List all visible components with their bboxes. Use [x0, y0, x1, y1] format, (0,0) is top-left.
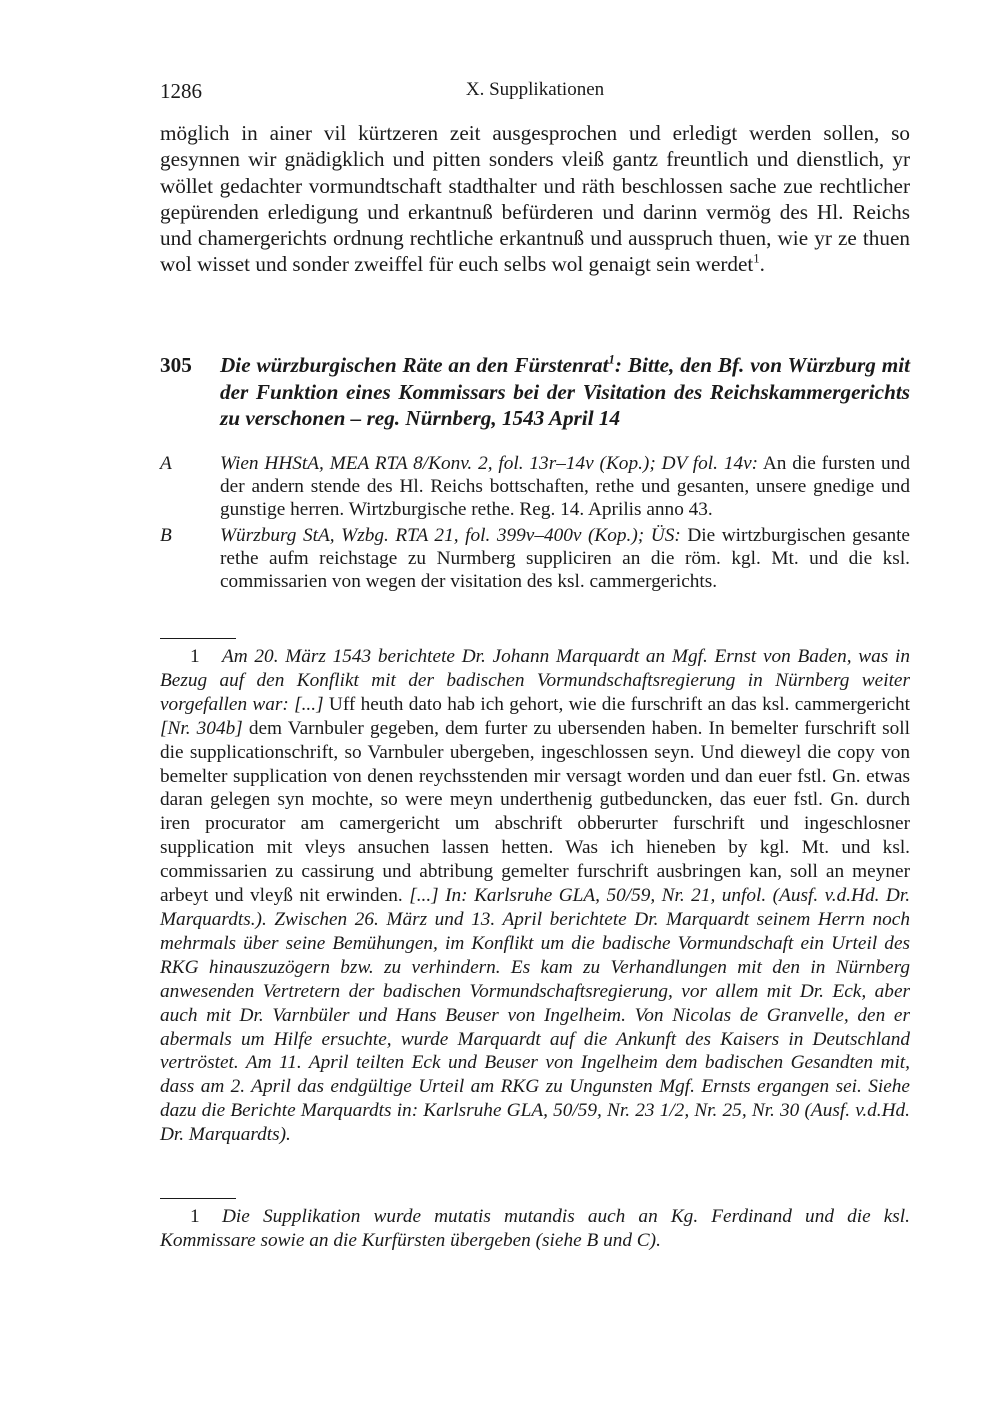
footnote-divider [160, 638, 236, 639]
source-citation: Würzburg StA, Wzbg. RTA 21, fol. 399v–400v (Kop.); ÜS: [220, 524, 681, 546]
source-description: Die wirtzburgischen gesante rethe aufm reichstage zu Nurmberg suppliciren an die röm. kgl. Mt. und die ksl. commissarien von wegen der visitation des ksl. cammergerichts. [220, 524, 910, 593]
document-title [220, 352, 910, 432]
footnote-segment: [...] In: Karlsruhe GLA, 50/59, Nr. 21, unfol. (Ausf. v.d.Hd. Dr. Marquardts.). Zwischen 26. März und 13. April berichtete Dr. Marquardt seinem Herrn noch mehrmals über seine Bemühungen, im Konflikt um die badische Vormundschaft ein Urteil des RKG hinauszuzögern bzw. zu verhindern. Es kam zu Verhandlungen mit den in Nürnberg anwesenden Vertretern der badischen Vormundschaftsregierung, vor allem mit Dr. Eck, aber auch mit Dr. Varnbüler und Hans Beuser von Ingelheim. Von Nicolas de Granvelle, den er abermals um Hilfe ersuchte, wurde Marquardt auf die Ankunft des Kaisers in Deutschland vertröstet. Am 11. April teilten Eck und Beuser von Ingelheim dem badischen Gesandten mit, dass am 2. April das endgültige Urteil am RKG zu Ungunsten Mgf. Ernsts ergangen sei. Siehe dazu die Berichte Marquardts in: Karlsruhe GLA, 50/59, Nr. 23 1/2, Nr. 25, Nr. 30 (Ausf. v.d.Hd. Dr. Marquardts). [160, 885, 911, 1146]
footnote-segment: Uff heuth dato hab ich gehort, wie die furschrift an das ksl. cammergericht [328, 693, 910, 715]
footnote-divider [160, 1198, 236, 1199]
source-description: An die fursten und der andern stende des Hl. Reichs bottschaften, rethe und gesanten, unsere gnedige und gunstige herren. Wirtzburgische rethe. Reg. 14. Aprilis anno 43. [220, 453, 910, 521]
running-head: X. Supplikationen [465, 79, 605, 100]
footnote-segment: [Nr. 304b] [160, 717, 249, 739]
body-paragraph-end: . [759, 252, 765, 277]
footnote-number: 1 [190, 646, 200, 667]
footnote-upper [160, 645, 910, 1147]
footnote-segment: Am 20. März 1543 berichtete Dr. Johann Marquardt an Mgf. Ernst von Baden, was in Bezug auf den Konflikt mit der badischen Vormundschaftsregierung in Nürnberg weiter vorgefallen war: [...] [160, 646, 910, 715]
source-label: A [160, 453, 172, 474]
source-entry-b [160, 524, 910, 594]
source-entry-a [160, 452, 910, 522]
footnote-lower [160, 1205, 910, 1253]
source-text [220, 524, 910, 594]
body-paragraph [160, 120, 910, 278]
source-citation: Wien HHStA, MEA RTA 8/Konv. 2, fol. 13r–14v (Kop.); DV fol. 14v: [220, 453, 759, 474]
document-title-part2: : Bitte, den Bf. von Würzburg mit der Funktion eines Kommissars bei der Visitation des Reichskammergerichts zu verschonen – reg. Nürnberg, 1543 April 14 [220, 353, 910, 430]
source-label: B [160, 524, 172, 546]
source-list [160, 452, 910, 595]
body-paragraph-text: möglich in ainer vil kürtzeren zeit ausgesprochen und erledigt werden sollen, so gesynnen wir gnädigklich und pitten sonders vleiß gantz freuntlich und dienstlich, yr wöllet gedachter vormundtschaft stadthalter und räth beschlossen sache zue rechtlicher gepürenden erledigung und erkantnuß befürderen und darinn vermög des Hl. Reichs und chamergerichts ordnung rechtliche erkantnuß und ausspruch thuen, wie yr ze thuen wol wisset und sonder zweiffel für euch selbs wol genaigt sein werdet [160, 121, 910, 277]
source-text [220, 452, 910, 522]
footnote-text: Die Supplikation wurde mutatis mutandis auch an Kg. Ferdinand und die ksl. Kommissare sowie an die Kurfürsten übergeben (siehe B und C). [160, 1206, 910, 1251]
document-heading [160, 352, 910, 432]
footnote-number: 1 [190, 1206, 200, 1227]
document-number: 305 [160, 353, 192, 377]
footnote-ref: 1 [608, 352, 615, 367]
document-title-part1: Die würzburgischen Räte an den Fürstenrat [220, 353, 609, 377]
footnote-ref: 1 [753, 252, 760, 267]
page-number: 1286 [160, 79, 202, 103]
page-header [160, 79, 910, 107]
footnote-segment: dem Varnbuler gegeben, dem furter zu ubersenden haben. In bemelter furschrift soll die supplicationschrift, so Varnbuler ubergeben, ingeschlossen seyn. Und dieweyl die copy von bemelter supplication von denen reychsstenden mir versagt worden und dan euer fstl. Gn. etwas daran gelegen syn mochte, so were meyn underthenig gutbeduncken, das euer fstl. Gn. durch iren procurator am camergericht um abschrift obberurter furschrift und ingeschlosner supplication mit vleys ansuchen lassen hetten. Was ich hieneben by kgl. Mt. und ksl. commissarien zu cassirung und abtribung gemelter furschrift ausbringen kan, soll an meyner arbeyt und vleyß nit erwinden. [160, 717, 910, 907]
